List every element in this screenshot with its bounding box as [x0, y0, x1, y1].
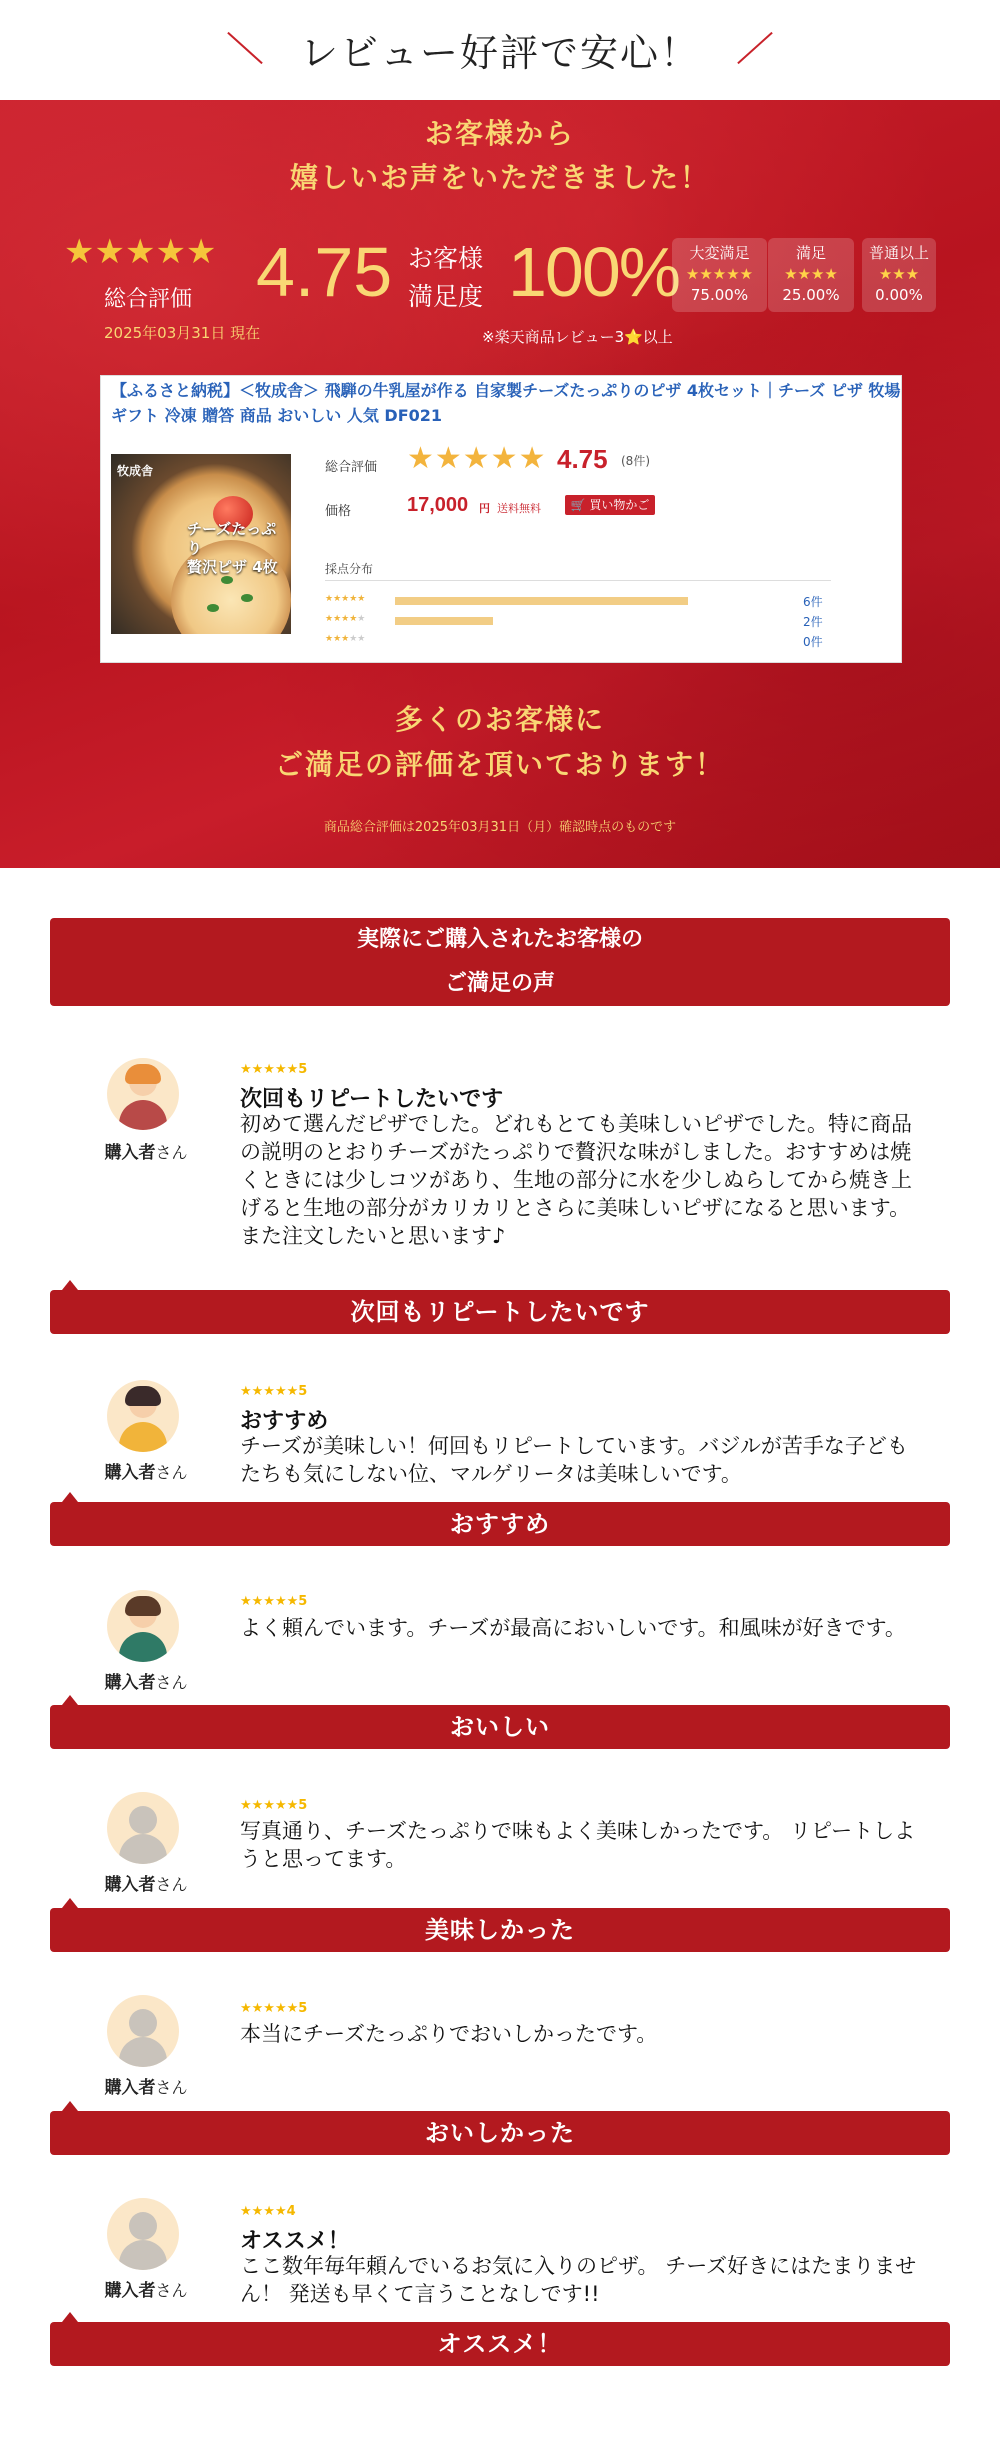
review-stars: ★★★★★5	[240, 1594, 308, 1609]
avatar-icon	[107, 1995, 179, 2067]
badge-very-satisfied: 大変満足 ★★★★★ 75.00%	[672, 238, 767, 312]
avatar-icon	[107, 2198, 179, 2270]
page-title: レビュー好評で安心！	[299, 31, 700, 75]
price-unit: 円	[479, 502, 490, 515]
buyer-name: 購入者さん	[104, 1673, 188, 1693]
review-banner: おいしい	[50, 1705, 950, 1749]
buyer-name: 購入者さん	[104, 1875, 188, 1895]
distribution-count: 2件	[803, 615, 823, 629]
add-to-cart-button[interactable]: 🛒 買い物かご	[565, 495, 655, 515]
product-image[interactable]: 牧成舎 チーズたっぷり 贅沢ピザ 4枚	[111, 454, 291, 634]
page-header	[0, 0, 1000, 100]
satisfaction-percent: 100%	[508, 233, 680, 311]
review-banner: オススメ！	[50, 2322, 950, 2366]
overall-score: 4.75	[256, 233, 393, 311]
free-shipping: 送料無料	[497, 502, 541, 515]
price-label: 価格	[325, 504, 352, 519]
review-body: ここ数年毎年頼んでいるお気に入りのピザ。 チーズ好きにはたまりません！ 発送も早くて言うことなしです!!	[240, 2254, 917, 2306]
as-of-date: 2025年03月31日 現在	[104, 324, 261, 342]
badge-average-or-better: 普通以上 ★★★ 0.00%	[862, 238, 936, 312]
score-row	[0, 232, 1000, 362]
distribution-row	[325, 593, 845, 609]
review-body: チーズが美味しい！何回もリピートしています。バジルが苦手な子どもたちも気にしない位、マルゲリータは美味しいです。	[240, 1434, 908, 1486]
review-stars: ★★★★★5	[240, 1384, 308, 1399]
overall-stars: ★★★★★	[64, 232, 217, 272]
distribution-row	[325, 633, 845, 649]
review-title: 次回もリピートしたいです	[240, 1087, 504, 1112]
review-stars: ★★★★★5	[240, 2001, 308, 2016]
review-stars: ★★★★★5	[240, 1062, 308, 1077]
star-icon: ★★★	[878, 265, 920, 283]
avatar-icon	[107, 1590, 179, 1662]
avatar-icon	[107, 1380, 179, 1452]
star-icon: ★★★★★	[325, 594, 366, 604]
star-icon: ★★★★	[784, 265, 838, 283]
star-icon: ★★★★★	[325, 614, 366, 624]
buyer-name: 購入者さん	[104, 2078, 188, 2098]
review-banner: 次回もリピートしたいです	[50, 1290, 950, 1334]
buyer-name: 購入者さん	[104, 1143, 188, 1163]
distribution-count: 6件	[803, 595, 823, 609]
review-count-link[interactable]: (8件)	[621, 454, 650, 468]
rating-label: 総合評価	[325, 460, 378, 475]
distribution-title: 採点分布	[325, 562, 374, 576]
product-title-link[interactable]: 【ふるさと納税】＜牧成舎＞ 飛騨の牛乳屋が作る 自家製チーズたっぷりのピザ 4枚セット｜チーズ ピザ 牧場 ギフト 冷凍 贈答 商品 おいしい 人気 DF021	[111, 381, 901, 425]
review-banner: おすすめ	[50, 1502, 950, 1546]
distribution-count: 0件	[803, 635, 823, 649]
hero-footer-1: 多くのお客様に	[394, 703, 605, 736]
review-body: 本当にチーズたっぷりでおいしかったです。	[240, 2022, 658, 2046]
review-body: よく頼んでいます。チーズが最高においしいです。和風味が好きです。	[240, 1616, 906, 1640]
rating-value: 4.75	[557, 444, 608, 474]
satisfaction-label: お客様 満足度	[408, 244, 484, 311]
review-body: 初めて選んだピザでした。どれもとても美味しいピザでした。特に商品の説明のとおりチーズがたっぷりで贅沢な味がしました。おすすめは焼くときには少しコツがあり、生地の部分に水を少しぬらしてから焼き上げると生地の部分がカリカリとさらに美味しいピザになると思います。また注文したいと思います♪	[240, 1112, 912, 1248]
divider	[325, 580, 831, 581]
reviews-section-header: 実際にご購入されたお客様の ご満足の声	[50, 918, 950, 1006]
review-banner: 美味しかった	[50, 1908, 950, 1952]
avatar-icon	[107, 1792, 179, 1864]
rating-summary-panel	[0, 100, 1000, 868]
buyer-name: 購入者さん	[104, 1463, 188, 1483]
rating-stars: ★★★★★	[407, 441, 547, 476]
review-stars: ★★★★4	[240, 2204, 296, 2219]
hero-headline-1: お客様から	[424, 117, 575, 150]
hero-footer-note: 商品総合評価は2025年03月31日（月）確認時点のものです	[323, 820, 677, 835]
star-icon: ★★★★★	[685, 265, 754, 283]
avatar-icon	[107, 1058, 179, 1130]
distribution-bar	[395, 617, 493, 625]
review-stars: ★★★★★5	[240, 1798, 308, 1813]
hero-footer-2: ご満足の評価を頂いております！	[274, 748, 725, 781]
review-title: おすすめ	[240, 1409, 329, 1434]
review-title: オススメ！	[240, 2229, 350, 2254]
overall-label: 総合評価	[104, 287, 193, 312]
review-body: 写真通り、チーズたっぷりで味もよく美味しかったです。 リピートしようと思ってます。	[240, 1819, 916, 1871]
product-review-card[interactable]	[100, 375, 902, 663]
hero-headline-2: 嬉しいお声をいただきました！	[289, 161, 710, 194]
star-icon: ★★★★★	[325, 634, 366, 644]
review-banner: おいしかった	[50, 2111, 950, 2155]
badge-satisfied: 満足 ★★★★ 25.00%	[768, 238, 854, 312]
price: 17,000	[407, 494, 469, 516]
distribution-bar	[395, 597, 688, 605]
buyer-name: 購入者さん	[104, 2281, 188, 2301]
distribution-row	[325, 613, 845, 629]
review-note: ※楽天商品レビュー3⭐以上	[482, 328, 673, 346]
